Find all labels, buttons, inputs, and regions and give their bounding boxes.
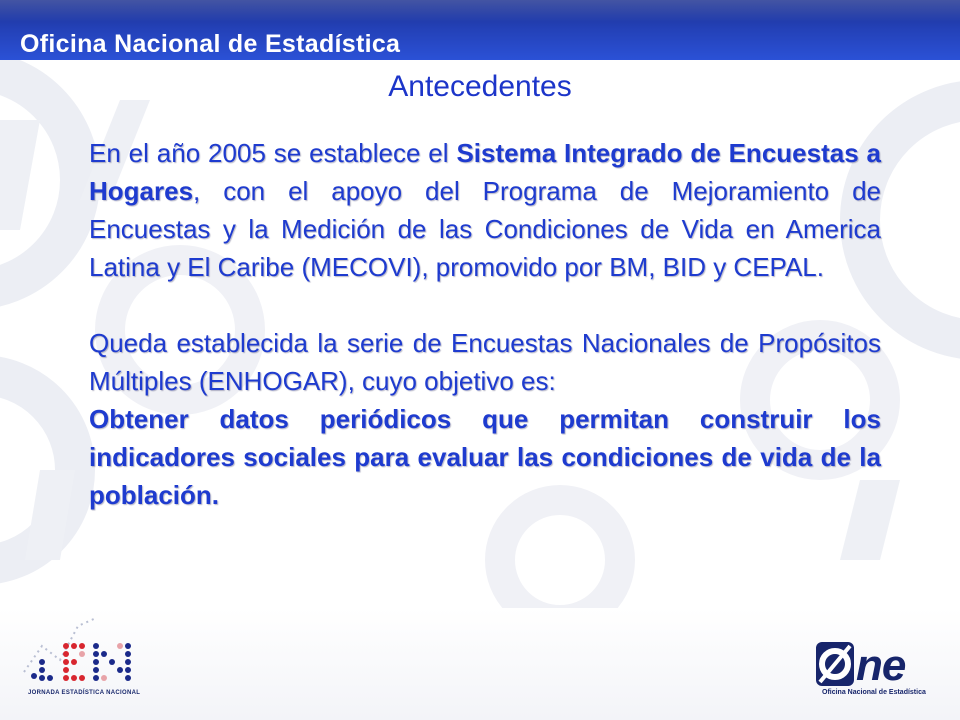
paragraph-1-intro: En el año 2005 se establece el [89, 138, 457, 168]
one-logo-caption: Oficina Nacional de Estadística [822, 689, 926, 696]
one-logo-text: ne [856, 641, 906, 690]
paragraph-1-emphasis: Sistema Integrado de Encuestas a Hogares [89, 138, 881, 206]
header-title: Oficina Nacional de Estadística [20, 30, 401, 58]
paragraph-2: Queda establecida la serie de Encuestas Nacionales de Propósitos Múltiples (ENHOGAR), cuyo objetivo es: [89, 328, 881, 396]
paragraph-3 [89, 400, 881, 514]
paragraph-3-objective: Obtener datos periódicos que permitan construir los indicadores sociales para evaluar las condiciones de vida de la población. [89, 404, 881, 510]
jen-dot-logo-icon [22, 612, 152, 692]
paragraph-1 [89, 134, 881, 286]
slide-title: Antecedentes [388, 70, 572, 103]
body-text [89, 134, 881, 514]
jen-logo-caption: JORNADA ESTADÍSTICA NACIONAL [28, 690, 141, 696]
paragraph-1-rest: , con el apoyo del Programa de Mejoramiento de Encuestas y la Medición de las Condiciones de Vida en America Latina y El Caribe (MECOVI), promovido por BM, BID y CEPAL. [89, 176, 881, 282]
